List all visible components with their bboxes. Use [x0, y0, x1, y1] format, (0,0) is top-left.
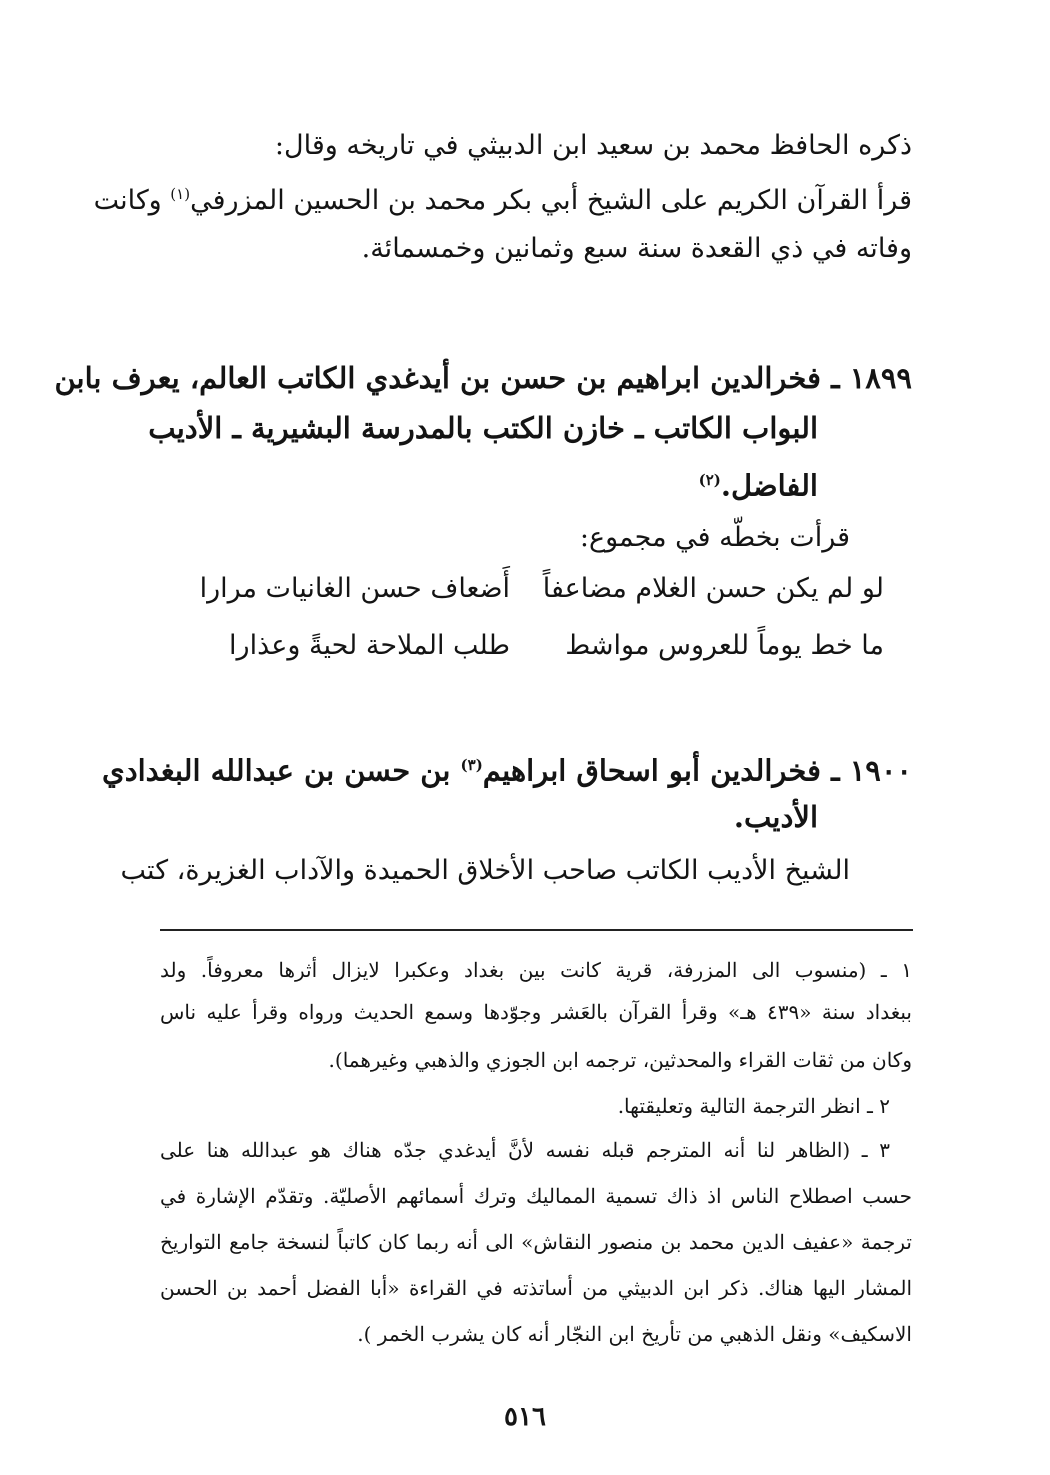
footnote-separator	[160, 929, 913, 931]
footnote-ref-3: (٣)	[460, 756, 483, 774]
entry-1900-heading-line1	[102, 745, 912, 791]
entry-1899-heading-line1: ١٨٩٩ ـ فخرالدين ابراهيم بن حسن بن أيدغدي الكاتب العالم، يعرف بابن	[54, 361, 912, 395]
footnote-3-line2-text: حسب اصطلاح الناس اذ ذاك تسمية المماليك وترك أسمائهم الأصليّة. وتقدّم الإشارة في	[160, 1184, 912, 1208]
footnote-3-line4-text: المشار اليها هناك. ذكر ابن الدبيثي من أساتذته في القراءة «أبا الفضل أحمد بن الحسن	[160, 1276, 912, 1300]
entry-1899-heading-line3	[160, 460, 818, 506]
prev-entry	[93, 126, 912, 269]
footnote-3-line1-text: ٣ ـ (الظاهر لنا أنه المترجم قبله نفسه لأنَّ أيدغدي جدّه هناك هو عبدالله هنا على	[160, 1138, 890, 1162]
footnote-1-line2	[160, 1000, 912, 1024]
page-number: ٥١٦	[504, 1402, 546, 1432]
entry-1900-heading-line2: الأديب.	[733, 800, 818, 834]
footnote-ref-1: (١)	[170, 185, 191, 203]
prev-entry-line3: وفاته في ذي القعدة سنة سبع وثمانين وخمسمائة.	[361, 233, 912, 264]
entry-1899-heading-line3-text: الفاضل.	[720, 468, 818, 503]
entry-1900-heading-end: بن حسن بن عبدالله البغدادي	[102, 753, 461, 788]
footnote-2: ٢ ـ انظر الترجمة التالية وتعليقتها.	[617, 1094, 890, 1118]
prev-entry-line2-end: وكانت	[93, 185, 171, 216]
entry-1900-body	[120, 851, 850, 891]
verse2-first-hemistich: ما خط يوماً للعروس مواشط	[565, 630, 884, 661]
footnote-1-line1	[160, 958, 912, 982]
entry-1899-heading-cont	[148, 408, 818, 506]
prev-entry-line2	[93, 174, 912, 221]
footnote-1-line3: وكان من ثقات القراء والمحدثين، ترجمه ابن الجوزي والذهبي وغيرهما).	[328, 1048, 912, 1072]
entry-1899-intro: قرأت بخطّه في مجموع:	[579, 522, 850, 553]
footnote-ref-2: (٢)	[698, 471, 721, 489]
footnote-3-line5: الاسكيف» ونقل الذهبي من تأريخ ابن النجّار أنه كان يشرب الخمر ).	[357, 1322, 912, 1346]
entry-1900-heading-cont	[160, 797, 818, 837]
footnote-3-line3	[160, 1230, 912, 1254]
entry-1899-intro-wrap	[160, 518, 850, 558]
verse2-second-hemistich: طلب الملاحة لحيةً وعذارا	[229, 630, 510, 661]
footnote-3-line1	[160, 1138, 890, 1162]
entry-1900-heading-text: ١٩٠٠ ـ فخرالدين أبو اسحاق ابراهيم	[482, 753, 912, 788]
prev-entry-line1: ذكره الحافظ محمد بن سعيد ابن الدبيثي في تاريخه وقال:	[274, 130, 912, 161]
entry-1899	[54, 358, 912, 398]
entry-1899-heading-line2: البواب الكاتب ـ خازن الكتب بالمدرسة البشيرية ـ الأديب	[148, 411, 818, 445]
footnote-3-line4	[160, 1276, 912, 1300]
entry-1900-body-line1: الشيخ الأديب الكاتب صاحب الأخلاق الحميدة والآداب الغزيرة، كتب	[120, 855, 850, 886]
footnote-3-line2	[160, 1184, 912, 1208]
entry-1900	[102, 745, 912, 791]
footnote-3-line3-text: ترجمة «عفيف الدين محمد بن منصور النقاش» الى أنه ربما كان كاتباً لنسخة جامع التواريخ	[160, 1230, 912, 1254]
footnote-1-line1-text: ١ ـ (منسوب الى المزرفة، قرية كانت بين بغداد وعكبرا لايزال أثرها معروفاً. ولد	[160, 958, 912, 982]
footnote-1-line2-text: ببغداد سنة «٤٣٩ هـ» وقرأ القرآن بالعَشر وجوّدها وسمع الحديث ورواه وقرأ عليه ناس	[160, 1000, 912, 1024]
verse1-second-hemistich: أَضعاف حسن الغانيات مرارا	[199, 573, 510, 604]
prev-entry-line2-text: قرأ القرآن الكريم على الشيخ أبي بكر محمد بن الحسين المزرفي	[190, 185, 912, 216]
verse1-first-hemistich: لو لم يكن حسن الغلام مضاعفاً	[542, 573, 884, 604]
